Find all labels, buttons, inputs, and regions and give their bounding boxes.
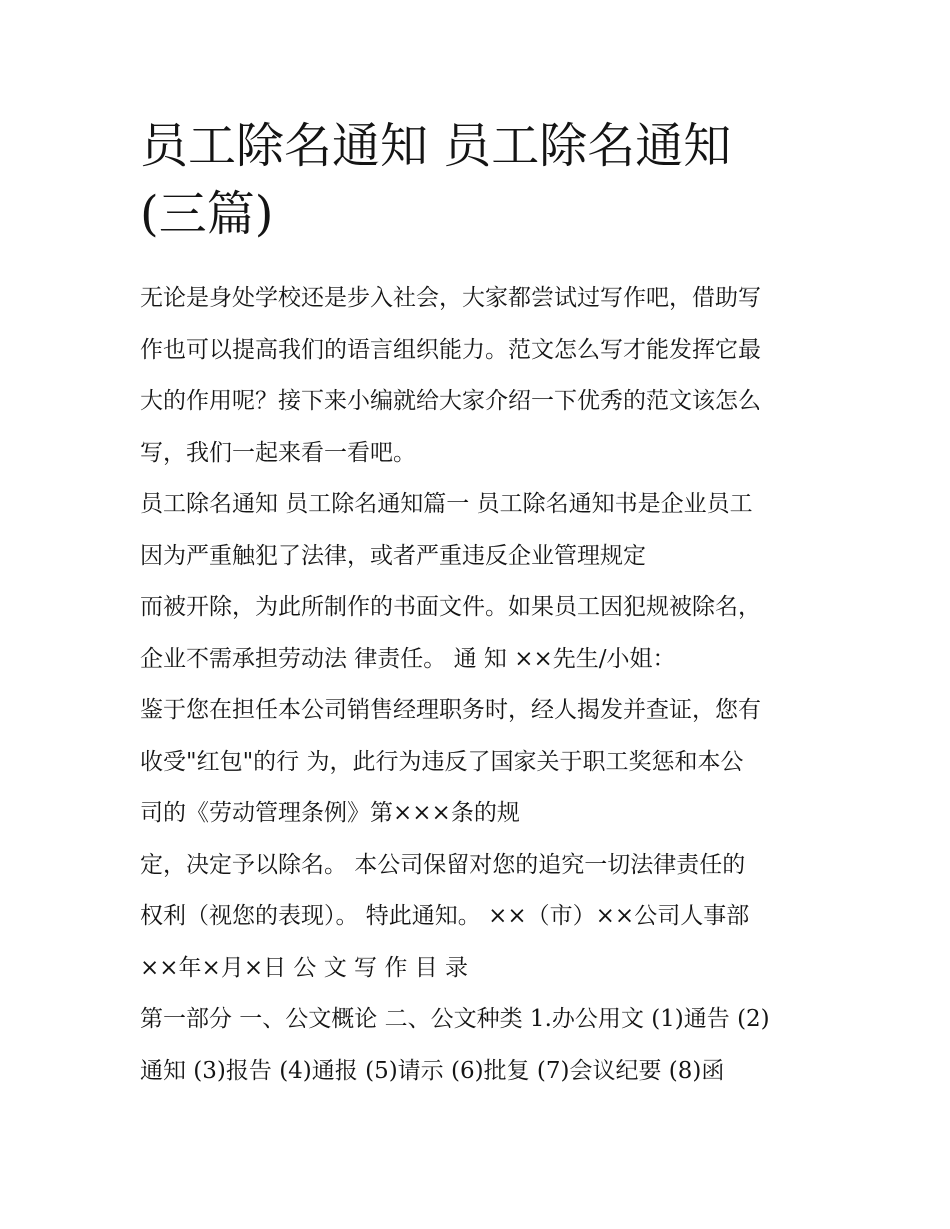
body-line: 无论是身处学校还是步入社会，大家都尝试过写作吧，借助写 — [140, 285, 761, 311]
body-line: 鉴于您在担任本公司销售经理职务时，经人揭发并查证，您有 — [140, 697, 761, 723]
document-body — [140, 273, 830, 1097]
body-line: 权利（视您的表现）。 特此通知。 ××（市）××公司人事部 — [140, 903, 750, 929]
body-line: 作也可以提高我们的语言组织能力。范文怎么写才能发挥它最 — [140, 336, 761, 363]
title-line: 员工除名通知 员工除名通知 — [140, 118, 732, 174]
body-line: 因为严重触犯了法律，或者严重违反企业管理规定 — [140, 542, 646, 569]
body-line: 写，我们一起来看一看吧。 — [140, 439, 416, 466]
body-line: 通知 (3)报告 (4)通报 (5)请示 (6)批复 (7)会议纪要 (8)函 — [140, 1057, 725, 1084]
body-line: ××年×月×日 公 文 写 作 目 录 — [140, 954, 468, 981]
body-line: 而被开除，为此所制作的书面文件。如果员工因犯规被除名， — [140, 594, 761, 620]
body-line: 司的《劳动管理条例》第×××条的规 — [140, 800, 520, 826]
document-title — [140, 112, 820, 248]
body-line: 员工除名通知 员工除名通知篇一 员工除名通知书是企业员工 — [140, 491, 753, 517]
body-line: 大的作用呢？接下来小编就给大家介绍一下优秀的范文该怎么 — [140, 388, 761, 414]
body-line: 企业不需承担劳动法 律责任。 通 知 ××先生/小姐： — [140, 645, 676, 672]
body-line: 收受"红包"的行 为，此行为违反了国家关于职工奖惩和本公 — [140, 748, 744, 775]
body-line: 第一部分 一、公文概论 二、公文种类 1.办公用文 (1)通告 (2) — [140, 1006, 770, 1032]
title-line: (三篇) — [140, 186, 274, 242]
body-line: 定，决定予以除名。 本公司保留对您的追究一切法律责任的 — [140, 851, 746, 878]
